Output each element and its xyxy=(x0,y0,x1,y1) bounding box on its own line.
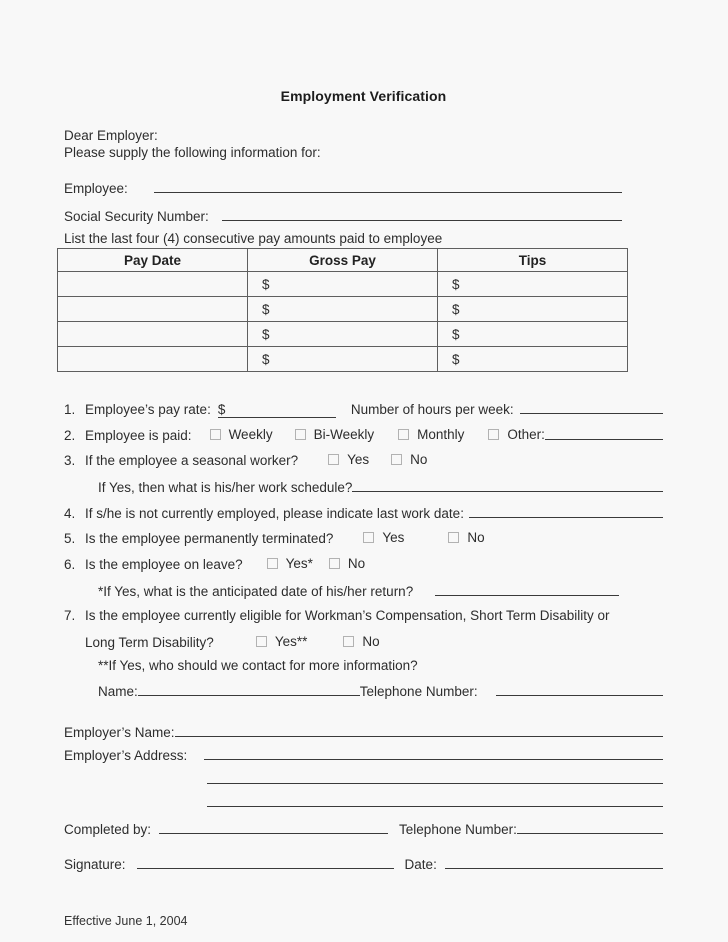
question-5 xyxy=(64,530,663,556)
q5-option-yes xyxy=(363,530,404,545)
employer-address-field-line3[interactable] xyxy=(207,806,663,807)
tips-header: Tips xyxy=(438,249,628,272)
contact-name-field[interactable] xyxy=(138,682,360,696)
q3-option-yes xyxy=(328,452,369,467)
telephone-number-label: Telephone Number: xyxy=(399,822,517,837)
return-date-field[interactable] xyxy=(435,582,619,596)
contact-name-label: Name: xyxy=(98,684,138,699)
pay-rate-field[interactable]: $ xyxy=(218,402,336,418)
other-field[interactable] xyxy=(545,426,663,440)
q6-option-yes xyxy=(267,556,313,571)
work-schedule-field[interactable] xyxy=(352,478,663,492)
employer-name-label: Employer’s Name: xyxy=(64,725,175,740)
gross-pay-cell[interactable]: $ xyxy=(248,297,438,322)
q5-option-no xyxy=(448,530,484,545)
weekly-label: Weekly xyxy=(228,427,273,442)
q7-option-yes xyxy=(256,634,308,649)
monthly-label: Monthly xyxy=(417,427,465,442)
question-6-followup xyxy=(64,582,663,608)
question-3 xyxy=(64,452,663,478)
page-title: Employment Verification xyxy=(280,88,447,104)
terminated-label: Is the employee permanently terminated? xyxy=(85,531,334,546)
intro-text: Please supply the following information for: xyxy=(64,145,321,160)
question-4 xyxy=(64,504,663,530)
q6-yes-label: Yes* xyxy=(285,556,313,571)
question-6 xyxy=(64,556,663,582)
q5-no-label: No xyxy=(467,530,485,545)
gross-pay-cell[interactable]: $ xyxy=(248,347,438,372)
weekly-checkbox[interactable] xyxy=(210,429,221,440)
question-2 xyxy=(64,426,663,452)
salutation: Dear Employer: xyxy=(64,128,158,143)
employer-name-row xyxy=(64,723,663,740)
footer-section xyxy=(64,723,663,928)
biweekly-checkbox[interactable] xyxy=(295,429,306,440)
ssn-field[interactable] xyxy=(222,207,622,221)
tips-cell[interactable]: $ xyxy=(438,322,628,347)
completed-by-label: Completed by: xyxy=(64,822,152,837)
intro-block xyxy=(64,127,663,161)
tips-cell[interactable]: $ xyxy=(438,272,628,297)
last-work-date-label: If s/he is not currently employed, please indicate last work date: xyxy=(85,506,464,521)
q7-yes-checkbox[interactable] xyxy=(256,636,267,647)
contact-phone-field[interactable] xyxy=(496,682,663,696)
seasonal-worker-label: If the employee a seasonal worker? xyxy=(85,453,299,468)
question-7-followup xyxy=(64,658,663,682)
last-work-date-field[interactable] xyxy=(469,504,663,518)
question-7-number: 7. xyxy=(64,608,76,623)
eligibility-label-line1: Is the employee currently eligible for Workman’s Compensation, Short Term Disability or xyxy=(85,608,610,623)
completed-by-field[interactable] xyxy=(159,820,388,834)
date-label: Date: xyxy=(404,857,437,872)
ssn-label: Social Security Number: xyxy=(64,209,209,224)
gross-pay-header: Gross Pay xyxy=(248,249,438,272)
option-monthly xyxy=(398,427,464,442)
question-3-number: 3. xyxy=(64,453,76,468)
pay-date-cell[interactable] xyxy=(58,322,248,347)
q6-yes-checkbox[interactable] xyxy=(267,558,278,569)
pay-date-header: Pay Date xyxy=(58,249,248,272)
table-row xyxy=(58,322,628,347)
pay-date-cell[interactable] xyxy=(58,297,248,322)
q3-no-checkbox[interactable] xyxy=(391,454,402,465)
employer-address-label: Employer’s Address: xyxy=(64,748,188,763)
q7-no-label: No xyxy=(362,634,380,649)
table-row xyxy=(58,272,628,297)
q5-yes-label: Yes xyxy=(382,530,405,545)
q3-yes-checkbox[interactable] xyxy=(328,454,339,465)
completed-by-row xyxy=(64,820,663,837)
question-3-followup xyxy=(64,478,663,504)
option-biweekly xyxy=(295,427,375,442)
tips-cell[interactable]: $ xyxy=(438,347,628,372)
contact-phone-label: Telephone Number: xyxy=(359,684,478,699)
gross-pay-cell[interactable]: $ xyxy=(248,272,438,297)
q6-no-checkbox[interactable] xyxy=(329,558,340,569)
telephone-number-field[interactable] xyxy=(517,820,663,834)
return-date-label: *If Yes, what is the anticipated date of his/her return? xyxy=(98,584,414,599)
biweekly-label: Bi-Weekly xyxy=(313,427,375,442)
pay-table xyxy=(57,248,628,372)
question-7-line1 xyxy=(64,608,663,634)
hours-per-week-label: Number of hours per week: xyxy=(350,402,514,417)
pay-date-cell[interactable] xyxy=(58,272,248,297)
question-7-line2 xyxy=(64,634,663,658)
q7-option-no xyxy=(343,634,379,649)
eligibility-label-line2: Long Term Disability? xyxy=(85,635,214,650)
question-list xyxy=(64,400,663,708)
employee-field[interactable] xyxy=(154,179,622,193)
q3-option-no xyxy=(391,452,427,467)
employee-row xyxy=(64,179,622,196)
pay-table-caption: List the last four (4) consecutive pay amounts paid to employee xyxy=(64,231,443,246)
employee-label: Employee: xyxy=(64,181,128,196)
signature-field[interactable] xyxy=(137,855,394,869)
signature-row xyxy=(64,855,663,872)
q3-yes-label: Yes xyxy=(347,452,370,467)
q5-no-checkbox[interactable] xyxy=(448,532,459,543)
option-other xyxy=(488,427,545,442)
question-1 xyxy=(64,400,663,426)
employer-name-field[interactable] xyxy=(175,723,663,737)
q6-no-label: No xyxy=(347,556,366,571)
q7-yes-label: Yes** xyxy=(274,634,308,649)
question-1-number: 1. xyxy=(64,402,76,417)
q7-no-checkbox[interactable] xyxy=(343,636,354,647)
table-row xyxy=(58,347,628,372)
option-weekly xyxy=(210,427,273,442)
hours-per-week-field[interactable] xyxy=(520,400,663,414)
pay-table-header-row xyxy=(58,249,628,272)
work-schedule-label: If Yes, then what is his/her work schedule? xyxy=(98,480,353,495)
q5-yes-checkbox[interactable] xyxy=(363,532,374,543)
date-field[interactable] xyxy=(445,855,663,869)
paid-frequency-label: Employee is paid: xyxy=(85,428,192,443)
signature-label: Signature: xyxy=(64,857,126,872)
employer-address-field[interactable] xyxy=(204,746,663,760)
question-2-number: 2. xyxy=(64,428,76,443)
q3-no-label: No xyxy=(410,452,428,467)
question-6-number: 6. xyxy=(64,557,76,572)
contact-info-label: **If Yes, who should we contact for more information? xyxy=(98,658,418,673)
employer-address-row xyxy=(64,746,663,763)
pay-date-cell[interactable] xyxy=(58,347,248,372)
tips-cell[interactable]: $ xyxy=(438,297,628,322)
ssn-row xyxy=(64,207,622,224)
question-4-number: 4. xyxy=(64,506,76,521)
pay-rate-label: Employee’s pay rate: xyxy=(85,402,211,417)
table-row xyxy=(58,297,628,322)
employer-address-field-line2[interactable] xyxy=(207,783,663,784)
monthly-checkbox[interactable] xyxy=(398,429,409,440)
other-label: Other: xyxy=(507,427,545,442)
question-7-contact-row xyxy=(64,682,663,708)
gross-pay-cell[interactable]: $ xyxy=(248,322,438,347)
on-leave-label: Is the employee on leave? xyxy=(85,557,243,572)
effective-date-note: Effective June 1, 2004 xyxy=(64,914,188,928)
q6-option-no xyxy=(329,556,365,571)
other-checkbox[interactable] xyxy=(488,429,499,440)
question-5-number: 5. xyxy=(64,531,76,546)
